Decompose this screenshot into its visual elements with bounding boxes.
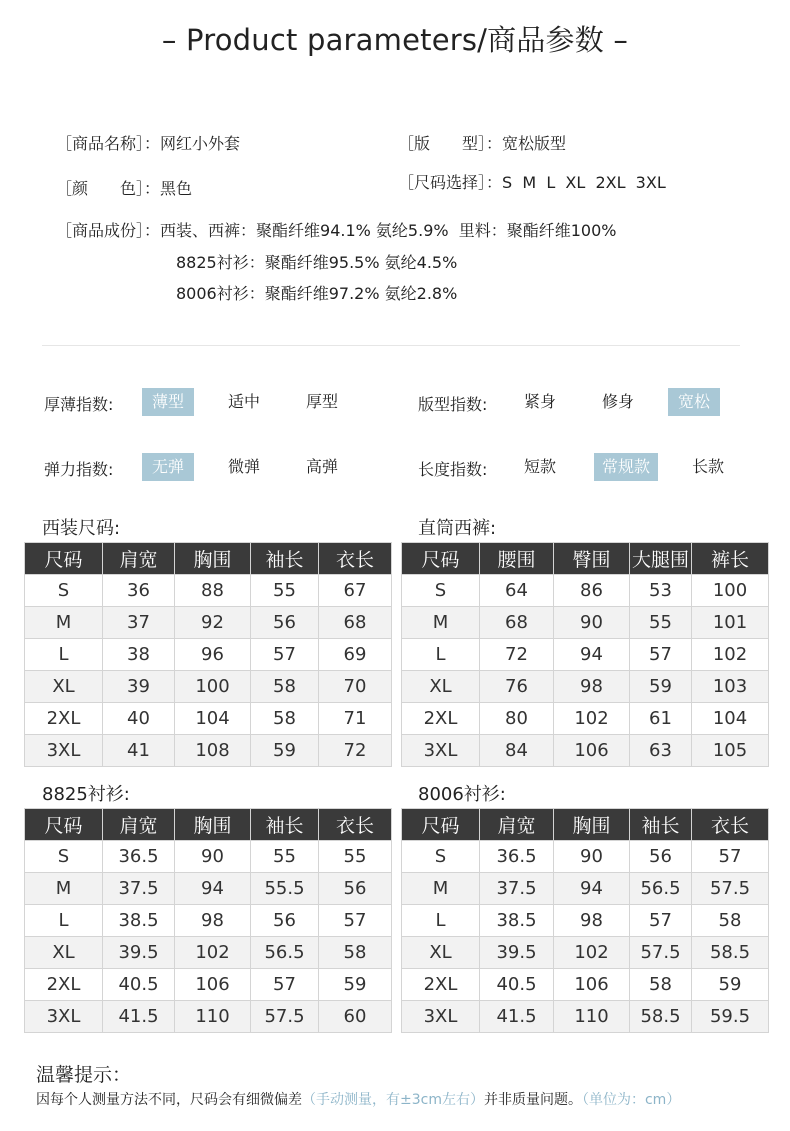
table-cell: 55.5: [251, 873, 319, 905]
table-header-cell: 臀围: [554, 543, 630, 575]
table-header-cell: 衣长: [319, 809, 392, 841]
table-cell: 3XL: [25, 1001, 103, 1033]
table-cell: 69: [319, 639, 392, 671]
table-row: [402, 575, 769, 607]
table-cell: 55: [251, 841, 319, 873]
param-composition-label: ［商品成份］：: [56, 221, 161, 240]
table-cell: XL: [402, 671, 480, 703]
thickness-option-thin: 薄型: [142, 388, 194, 416]
param-name: [56, 131, 240, 154]
table-cell: 57.5: [692, 873, 769, 905]
fit-option-loose: 宽松: [668, 388, 720, 416]
table-cell: M: [25, 873, 103, 905]
table-cell: S: [402, 841, 480, 873]
table-header-cell: 大腿围: [630, 543, 692, 575]
table-cell: 40.5: [480, 969, 554, 1001]
param-type-value: 宽松版型: [502, 134, 567, 153]
table-cell: 2XL: [25, 969, 103, 1001]
table-cell: 110: [554, 1001, 630, 1033]
table-cell: 64: [480, 575, 554, 607]
table-header-cell: 肩宽: [103, 543, 175, 575]
table-cell: 58.5: [630, 1001, 692, 1033]
elasticity-option-none: 无弹: [142, 453, 194, 481]
table-cell: 37.5: [103, 873, 175, 905]
table-cell: 41.5: [103, 1001, 175, 1033]
table-header-cell: 肩宽: [480, 809, 554, 841]
table-cell: 56: [251, 905, 319, 937]
shirt8006-table-title: 8006衬衫:: [418, 784, 506, 805]
table-cell: 80: [480, 703, 554, 735]
table-cell: 39: [103, 671, 175, 703]
table-cell: M: [402, 873, 480, 905]
table-cell: 55: [630, 607, 692, 639]
table-row: [402, 873, 769, 905]
table-header-row: [25, 809, 392, 841]
table-cell: 94: [175, 873, 251, 905]
table-cell: 55: [319, 841, 392, 873]
table-header-cell: 胸围: [175, 809, 251, 841]
table-cell: 40: [103, 703, 175, 735]
table-row: [25, 735, 392, 767]
table-cell: 103: [692, 671, 769, 703]
table-cell: 56.5: [251, 937, 319, 969]
table-row: [25, 969, 392, 1001]
table-cell: 92: [175, 607, 251, 639]
table-header-cell: 裤长: [692, 543, 769, 575]
table-cell: 2XL: [402, 969, 480, 1001]
table-cell: L: [25, 905, 103, 937]
table-header-cell: 衣长: [692, 809, 769, 841]
tips-text-unit-note: （单位为：cm）: [581, 1092, 681, 1108]
table-row: [25, 937, 392, 969]
table-cell: S: [25, 575, 103, 607]
param-size-label: ［尺码选择］：: [398, 173, 503, 192]
tips-title: 温馨提示：: [36, 1064, 132, 1086]
table-row: [402, 607, 769, 639]
tips-text-quality-note: 并非质量问题。: [483, 1092, 582, 1108]
suit-table-title: 西装尺码:: [42, 518, 121, 539]
table-cell: 59: [692, 969, 769, 1001]
table-cell: 71: [319, 703, 392, 735]
table-header-cell: 袖长: [630, 809, 692, 841]
table-cell: 58: [251, 703, 319, 735]
elasticity-index-label: 弹力指数:: [44, 460, 114, 479]
table-row: [25, 607, 392, 639]
table-cell: 104: [175, 703, 251, 735]
length-option-regular: 常规款: [594, 453, 658, 481]
param-name-value: 网红小外套: [160, 134, 241, 153]
param-type: [398, 131, 566, 154]
table-cell: 58.5: [692, 937, 769, 969]
table-cell: 68: [480, 607, 554, 639]
table-cell: 70: [319, 671, 392, 703]
table-cell: 98: [554, 905, 630, 937]
table-cell: 102: [554, 937, 630, 969]
table-cell: 2XL: [25, 703, 103, 735]
table-cell: 59: [251, 735, 319, 767]
table-header-cell: 尺码: [25, 543, 103, 575]
table-header-row: [402, 809, 769, 841]
table-cell: 102: [554, 703, 630, 735]
table-cell: XL: [25, 671, 103, 703]
table-cell: XL: [402, 937, 480, 969]
param-composition: [56, 218, 617, 241]
table-cell: 58: [319, 937, 392, 969]
table-cell: M: [25, 607, 103, 639]
table-row: [25, 1001, 392, 1033]
table-cell: 101: [692, 607, 769, 639]
table-header-cell: 肩宽: [103, 809, 175, 841]
suit-size-table: [24, 542, 392, 767]
thickness-option-medium: 适中: [227, 392, 260, 411]
table-cell: 3XL: [402, 735, 480, 767]
table-cell: 86: [554, 575, 630, 607]
tips-text: [36, 1089, 680, 1109]
table-row: [402, 639, 769, 671]
shirt8825-size-table: [24, 808, 392, 1033]
table-cell: 94: [554, 873, 630, 905]
table-cell: 57.5: [251, 1001, 319, 1033]
table-cell: 41.5: [480, 1001, 554, 1033]
table-row: [402, 841, 769, 873]
table-row: [402, 937, 769, 969]
table-cell: 72: [480, 639, 554, 671]
table-cell: 108: [175, 735, 251, 767]
table-cell: 56: [251, 607, 319, 639]
table-cell: S: [25, 841, 103, 873]
table-cell: 88: [175, 575, 251, 607]
table-cell: 94: [554, 639, 630, 671]
table-cell: 57: [319, 905, 392, 937]
table-header-cell: 尺码: [25, 809, 103, 841]
page-title: – Product parameters/商品参数 –: [161, 23, 629, 57]
table-cell: XL: [25, 937, 103, 969]
shirt8006-size-table: [401, 808, 769, 1033]
param-composition-line-3: 8006衬衫：聚酯纤维97.2% 氨纶2.8%: [176, 284, 458, 303]
table-cell: 36: [103, 575, 175, 607]
table-cell: 76: [480, 671, 554, 703]
table-cell: 56: [630, 841, 692, 873]
param-name-label: ［商品名称］：: [56, 134, 161, 153]
fit-option-slim: 修身: [601, 392, 634, 411]
table-cell: 61: [630, 703, 692, 735]
table-header-cell: 袖长: [251, 809, 319, 841]
table-cell: 56: [319, 873, 392, 905]
table-row: [25, 671, 392, 703]
table-cell: 68: [319, 607, 392, 639]
table-cell: 58: [251, 671, 319, 703]
table-cell: 106: [554, 969, 630, 1001]
table-row: [25, 703, 392, 735]
table-cell: 104: [692, 703, 769, 735]
param-color-value: 黑色: [160, 179, 193, 198]
table-cell: 72: [319, 735, 392, 767]
tips-text-main: 因每个人测量方法不同，尺码会有细微偏差: [36, 1092, 302, 1108]
table-cell: 56.5: [630, 873, 692, 905]
table-cell: 90: [554, 607, 630, 639]
table-cell: 36.5: [103, 841, 175, 873]
table-cell: 106: [554, 735, 630, 767]
table-cell: 59: [319, 969, 392, 1001]
table-cell: 38: [103, 639, 175, 671]
table-cell: M: [402, 607, 480, 639]
table-cell: 60: [319, 1001, 392, 1033]
thickness-option-thick: 厚型: [305, 392, 338, 411]
table-cell: 36.5: [480, 841, 554, 873]
table-cell: L: [402, 905, 480, 937]
length-index-label: 长度指数:: [418, 460, 488, 479]
table-cell: 59: [630, 671, 692, 703]
table-header-row: [402, 543, 769, 575]
table-cell: 67: [319, 575, 392, 607]
table-cell: 58: [630, 969, 692, 1001]
table-cell: 57: [630, 639, 692, 671]
table-cell: 106: [175, 969, 251, 1001]
table-header-cell: 尺码: [402, 543, 480, 575]
tips-text-measure-note: （手动测量，有±3cm左右）: [302, 1092, 484, 1108]
param-color-label: ［颜 色］：: [56, 179, 161, 198]
table-cell: L: [25, 639, 103, 671]
table-cell: 37.5: [480, 873, 554, 905]
table-cell: 3XL: [25, 735, 103, 767]
table-cell: 100: [175, 671, 251, 703]
table-cell: 98: [175, 905, 251, 937]
table-cell: 41: [103, 735, 175, 767]
param-composition-line-2: 8825衬衫：聚酯纤维95.5% 氨纶4.5%: [176, 253, 458, 272]
shirt8825-table-title: 8825衬衫:: [42, 784, 130, 805]
fit-option-tight: 紧身: [523, 392, 556, 411]
table-cell: 59.5: [692, 1001, 769, 1033]
table-cell: 39.5: [480, 937, 554, 969]
table-cell: 57.5: [630, 937, 692, 969]
table-row: [402, 969, 769, 1001]
table-cell: 53: [630, 575, 692, 607]
table-header-cell: 胸围: [554, 809, 630, 841]
table-cell: 40.5: [103, 969, 175, 1001]
table-cell: 90: [554, 841, 630, 873]
param-type-label: ［版 型］：: [398, 134, 503, 153]
table-cell: 102: [175, 937, 251, 969]
table-header-cell: 衣长: [319, 543, 392, 575]
table-row: [25, 873, 392, 905]
table-cell: 100: [692, 575, 769, 607]
table-cell: L: [402, 639, 480, 671]
fit-index-label: 版型指数:: [418, 395, 488, 414]
table-cell: 84: [480, 735, 554, 767]
elasticity-option-slight: 微弹: [227, 457, 260, 476]
table-cell: 105: [692, 735, 769, 767]
table-header-row: [25, 543, 392, 575]
table-cell: 96: [175, 639, 251, 671]
pants-size-table: [401, 542, 769, 767]
table-row: [25, 905, 392, 937]
param-size-value: S M L XL 2XL 3XL: [502, 173, 666, 192]
table-cell: 58: [692, 905, 769, 937]
divider: [42, 345, 740, 346]
elasticity-option-high: 高弹: [305, 457, 338, 476]
table-header-cell: 尺码: [402, 809, 480, 841]
table-cell: 3XL: [402, 1001, 480, 1033]
table-cell: 38.5: [103, 905, 175, 937]
table-cell: 57: [630, 905, 692, 937]
table-cell: 38.5: [480, 905, 554, 937]
table-cell: 57: [692, 841, 769, 873]
table-cell: 2XL: [402, 703, 480, 735]
table-cell: S: [402, 575, 480, 607]
table-row: [25, 639, 392, 671]
param-size: [398, 170, 666, 193]
table-row: [402, 905, 769, 937]
table-cell: 37: [103, 607, 175, 639]
param-composition-line-1: 西装、西裤：聚酯纤维94.1% 氨纶5.9% 里料：聚酯纤维100%: [160, 221, 617, 240]
table-row: [25, 841, 392, 873]
table-row: [402, 703, 769, 735]
length-option-short: 短款: [523, 457, 556, 476]
table-cell: 57: [251, 639, 319, 671]
table-row: [402, 1001, 769, 1033]
thickness-index-label: 厚薄指数:: [44, 395, 114, 414]
table-row: [402, 735, 769, 767]
table-cell: 39.5: [103, 937, 175, 969]
pants-table-title: 直筒西裤:: [418, 518, 497, 539]
table-row: [25, 575, 392, 607]
table-cell: 90: [175, 841, 251, 873]
table-cell: 110: [175, 1001, 251, 1033]
table-cell: 57: [251, 969, 319, 1001]
table-cell: 98: [554, 671, 630, 703]
table-header-cell: 袖长: [251, 543, 319, 575]
table-cell: 55: [251, 575, 319, 607]
table-row: [402, 671, 769, 703]
length-option-long: 长款: [691, 457, 724, 476]
table-header-cell: 腰围: [480, 543, 554, 575]
table-cell: 102: [692, 639, 769, 671]
table-cell: 63: [630, 735, 692, 767]
param-color: [56, 176, 192, 199]
table-header-cell: 胸围: [175, 543, 251, 575]
